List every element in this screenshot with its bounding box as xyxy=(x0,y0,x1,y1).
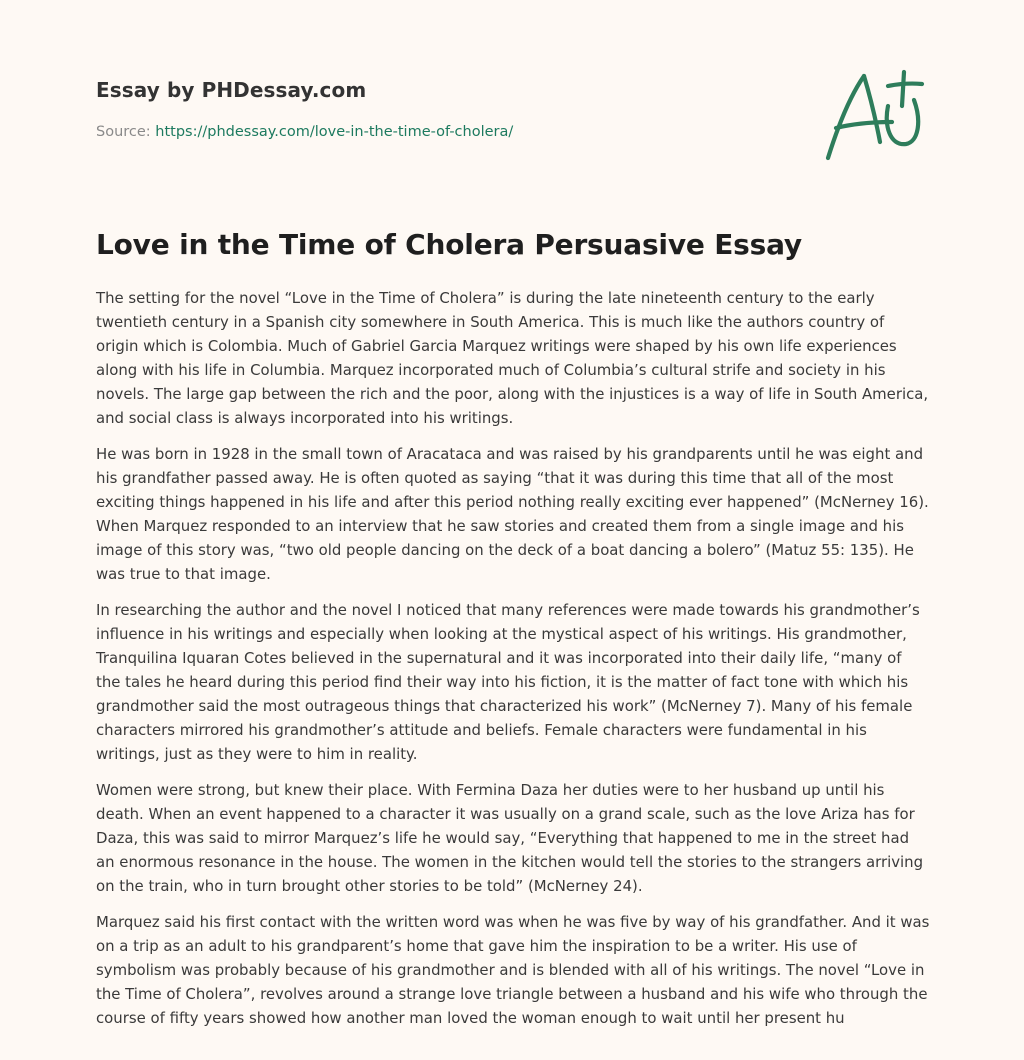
essay-paragraph: In researching the author and the novel I noticed that many references were made towards his grandmother’s influence in his writings and especially when looking at the mystical aspect of his writings. His grandmother, Tranquilina Iquaran Cotes believed in the supernatural and it was incorporated into their daily life, “many of the tales he heard during this period find their way into his fiction, it is the matter of fact tone with which his grandmother said the most outrageous things that characterized his work” (McNerney 7). Many of his female characters mirrored his grandmother’s attitude and beliefs. Female characters were fundamental in his writings, just as they were to him in reality. xyxy=(96,601,920,763)
source-link[interactable]: https://phdessay.com/love-in-the-time-of-cholera/ xyxy=(155,124,514,140)
essay-paragraph: Women were strong, but knew their place. With Fermina Daza her duties were to her husband up until his death. When an event happened to a character it was usually on a grand scale, such as the love Ariza has for Daza, this was said to mirror Marquez’s life he would say, “Everything that happened to me in the street had an enormous resonance in the house. The women in the kitchen would tell the stories to the strangers arriving on the train, who in turn brought other stories to be told” (McNerney 24). xyxy=(96,781,924,895)
essay-paragraph: He was born in 1928 in the small town of Aracataca and was raised by his grandparents until he was eight and his grandfather passed away. He is often quoted as saying “that it was during this time that all of the most exciting things happened in his life and after this period nothing really exciting ever happened” (McNerney 16). When Marquez responded to an interview that he saw stories and created them from a single image and his image of this story was, “two old people dancing on the deck of a boat dancing a bolero” (Matuz 55: 135). He was true to that image. xyxy=(96,445,929,583)
essay-body xyxy=(96,286,930,1042)
page-header xyxy=(96,76,796,142)
essay-paragraph: The setting for the novel “Love in the Time of Cholera” is during the late nineteenth century to the early twentieth century in a Spanish city somewhere in South America. This is much like the authors country of origin which is Colombia. Much of Gabriel Garcia Marquez writings were shaped by his own life experiences along with his life in Columbia. Marquez incorporated much of Columbia’s cultural strife and society in his novels. The large gap between the rich and the poor, along with the injustices is a way of life in South America, and social class is always incorporated into his writings. xyxy=(96,289,929,427)
essay-title: Love in the Time of Cholera Persuasive Essay xyxy=(96,228,802,261)
site-title: Essay by PHDessay.com xyxy=(96,78,367,102)
source-line xyxy=(96,122,796,142)
essay-paragraph: Marquez said his first contact with the written word was when he was five by way of his grandfather. And it was on a trip as an adult to his grandparent’s home that gave him the inspiration to be a writer. His use of symbolism was probably because of his grandmother and is blended with all of his writings. The novel “Love in the Time of Cholera”, revolves around a strange love triangle between a husband and his wife who through the course of fifty years showed how another man loved the woman enough to wait until her present hu xyxy=(96,913,930,1027)
a-plus-grade-icon xyxy=(818,66,930,166)
source-label: Source: xyxy=(96,124,151,140)
